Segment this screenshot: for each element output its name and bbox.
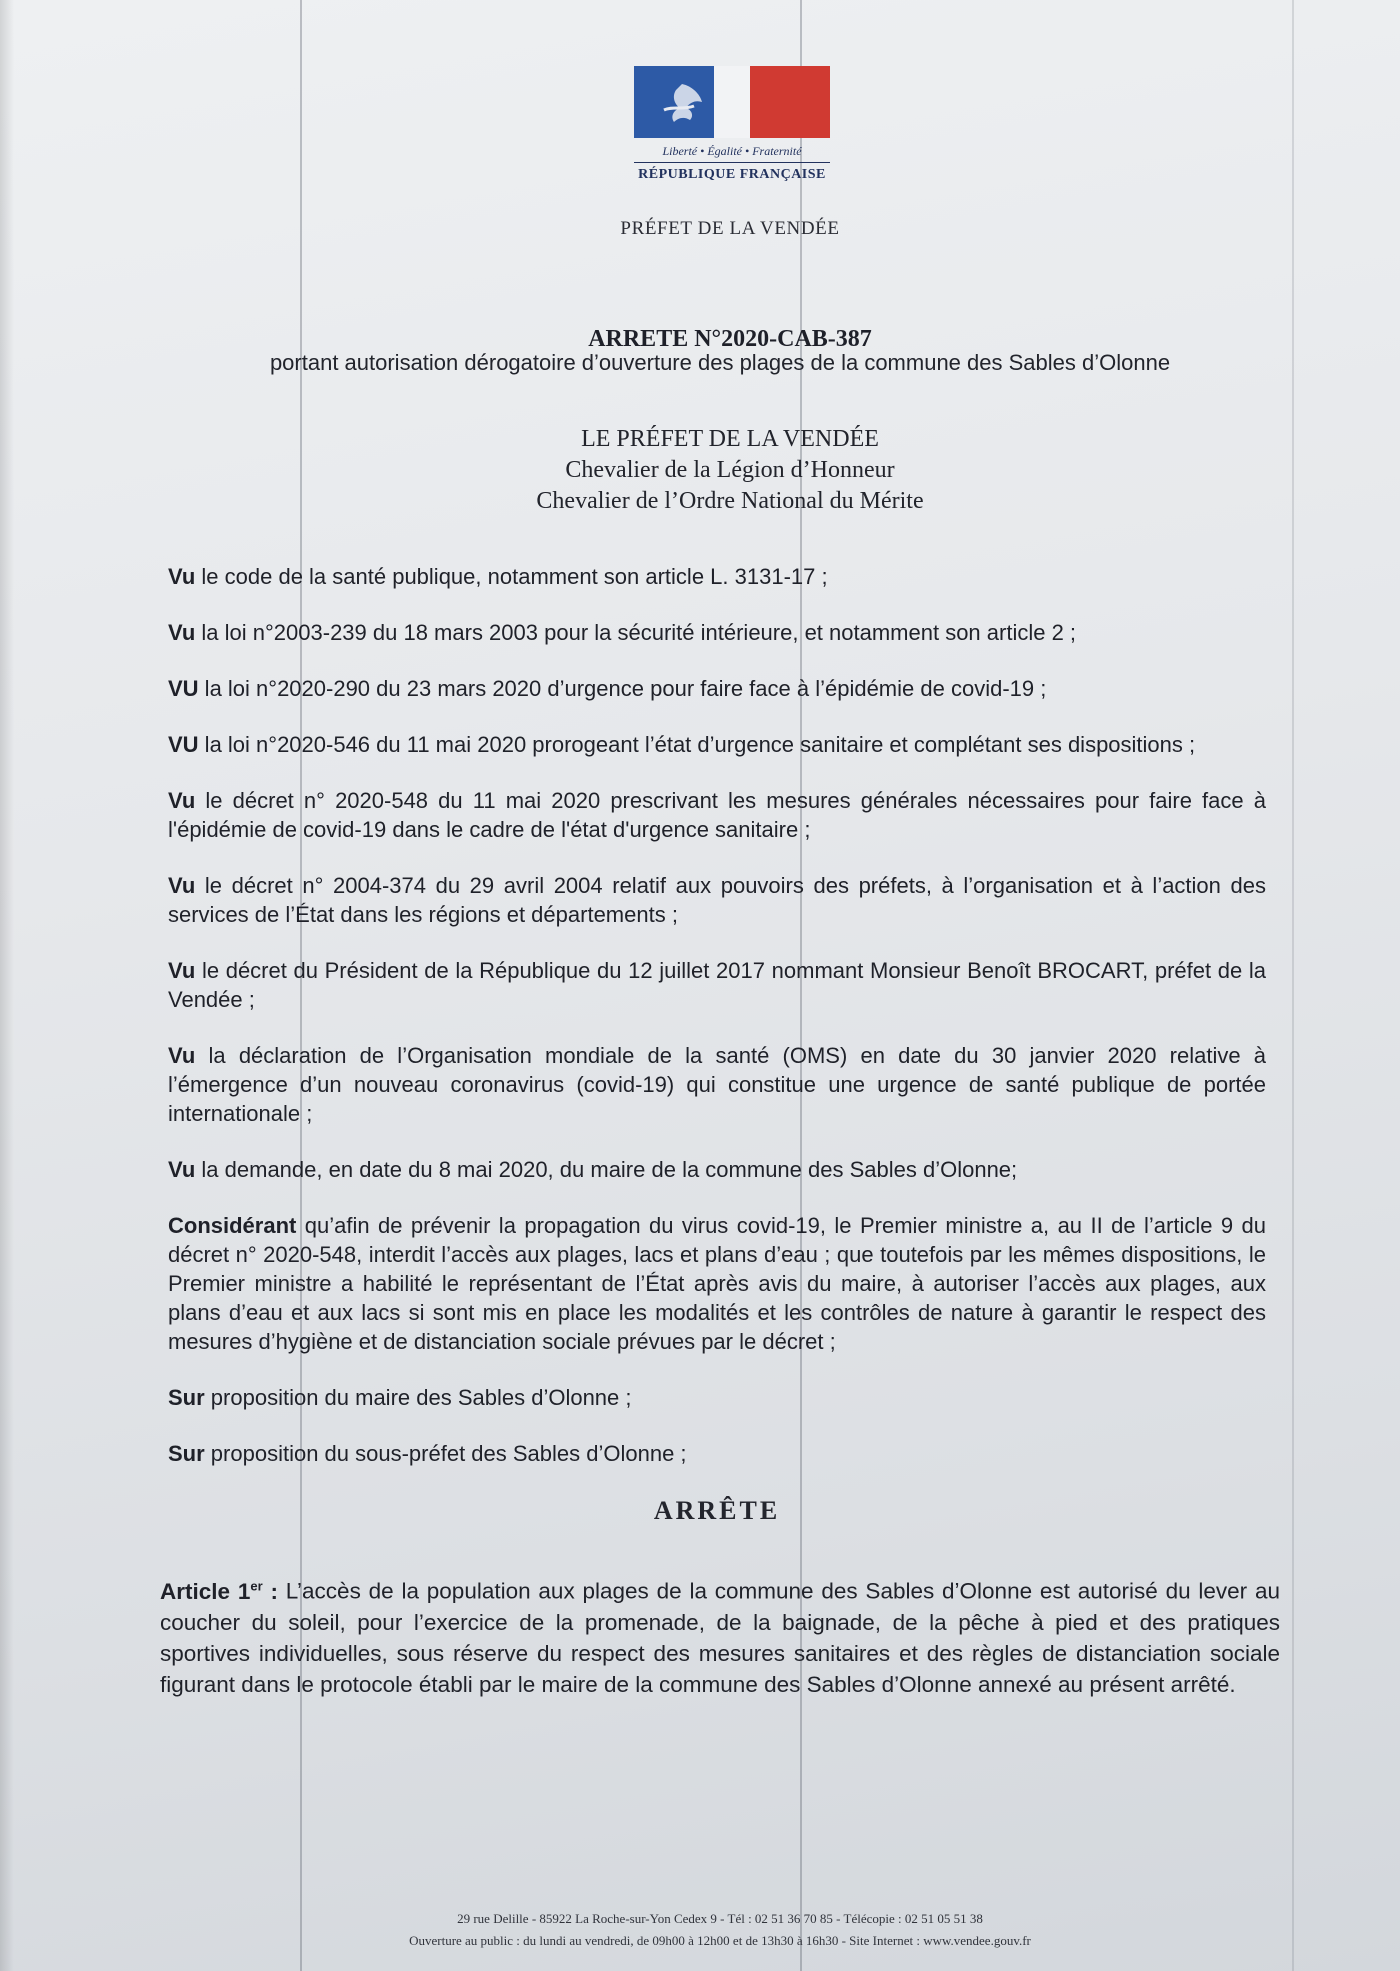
consideration-paragraph: Vu la déclaration de l’Organisation mondiale de la santé (OMS) en date du 30 janvier 2020 relative à l’émergence d’un nouveau coronavirus (covid-19) qui constitue une urgence de santé publique de portée internationale ; <box>168 1043 1266 1126</box>
considering-paragraph: Considérant qu’afin de prévenir la propagation du virus covid-19, le Premier ministre a, au II de l’article 9 du décret n° 2020-548, interdit l’accès aux plages, lacs et plans d’eau ; que toutefois par les mêmes dispositions, le Premier ministre a habilité le représentant de l’État après avis du maire, à autoriser l’accès aux plages, aux plans d’eau et aux lacs si sont mis en place les modalités et les contrôles de nature à garantir le respect des mesures d’hygiène et de distanciation sociale prévues par le décret ; <box>168 1213 1266 1354</box>
page-footer <box>0 1908 1400 1952</box>
page-shadow <box>0 0 14 1971</box>
republic-motto: Liberté • Égalité • Fraternité <box>634 144 830 163</box>
footer-hours: Ouverture au public : du lundi au vendredi, de 09h00 à 12h00 et de 13h30 à 16h30 - Site Internet : www.vendee.gouv.fr <box>409 1933 1031 1948</box>
consideration-paragraph: Vu la demande, en date du 8 mai 2020, du maire de la commune des Sables d’Olonne; <box>168 1157 1018 1182</box>
issuing-authority <box>0 424 1400 517</box>
authority-title: LE PRÉFET DE LA VENDÉE <box>581 426 879 452</box>
marianne-profile-icon <box>634 66 714 138</box>
marianne-logo <box>634 66 830 183</box>
consideration-paragraph: VU la loi n°2020-546 du 11 mai 2020 prorogeant l’état d’urgence sanitaire et complétant ses dispositions ; <box>168 732 1196 757</box>
decree-body <box>160 562 1281 1722</box>
arrete-heading: ARRÊTE <box>653 1496 781 1525</box>
consideration-paragraph: Vu le décret n° 2004-374 du 29 avril 2004 relatif aux pouvoirs des préfets, à l’organisation et à l’action des services de l’État dans les régions et départements ; <box>168 873 1266 927</box>
decree-number: ARRETE N°2020-CAB-387 <box>588 326 872 352</box>
consideration-paragraph: Vu le code de la santé publique, notamment son article L. 3131-17 ; <box>168 564 828 589</box>
republic-name: RÉPUBLIQUE FRANÇAISE <box>638 167 826 182</box>
prefecture-header: PRÉFET DE LA VENDÉE <box>620 218 840 239</box>
decree-subject: portant autorisation dérogatoire d’ouverture des plages de la commune des Sables d’Olonne <box>269 350 1171 375</box>
paper-fold-line <box>1292 0 1294 1971</box>
consideration-paragraph: VU la loi n°2020-290 du 23 mars 2020 d’urgence pour faire face à l’épidémie de covid-19 ; <box>168 676 1047 701</box>
proposal-paragraph: Sur proposition du maire des Sables d’Olonne ; <box>168 1385 632 1410</box>
consideration-paragraph: Vu le décret n° 2020-548 du 11 mai 2020 prescrivant les mesures générales nécessaires pour faire face à l'épidémie de covid-19 dans le cadre de l'état d'urgence sanitaire ; <box>168 788 1266 842</box>
footer-address: 29 rue Delille - 85922 La Roche-sur-Yon Cedex 9 - Tél : 02 51 36 70 85 - Télécopie : 02 51 05 51 38 <box>457 1911 983 1926</box>
tricolor-flag-icon <box>634 66 830 138</box>
consideration-paragraph: Vu le décret du Président de la République du 12 juillet 2017 nommant Monsieur Benoît BROCART, préfet de la Vendée ; <box>168 958 1266 1012</box>
authority-honor-2: Chevalier de l’Ordre National du Mérite <box>536 488 924 514</box>
consideration-paragraph: Vu la loi n°2003-239 du 18 mars 2003 pour la sécurité intérieure, et notamment son article 2 ; <box>168 620 1077 645</box>
authority-honor-1: Chevalier de la Légion d’Honneur <box>565 457 895 483</box>
article-1: Article 1er : L’accès de la population aux plages de la commune des Sables d’Olonne est autorisé du lever au coucher du soleil, pour l’exercice de la promenade, de la baignade, de la pêche à pied et des pratiques sportives individuelles, sous réserve du respect des mesures sanitaires et des règles de distanciation sociale figurant dans le protocole établi par le maire de la commune des Sables d’Olonne annexé au présent arrêté. <box>160 1578 1281 1697</box>
proposal-paragraph: Sur proposition du sous-préfet des Sables d’Olonne ; <box>168 1441 687 1466</box>
